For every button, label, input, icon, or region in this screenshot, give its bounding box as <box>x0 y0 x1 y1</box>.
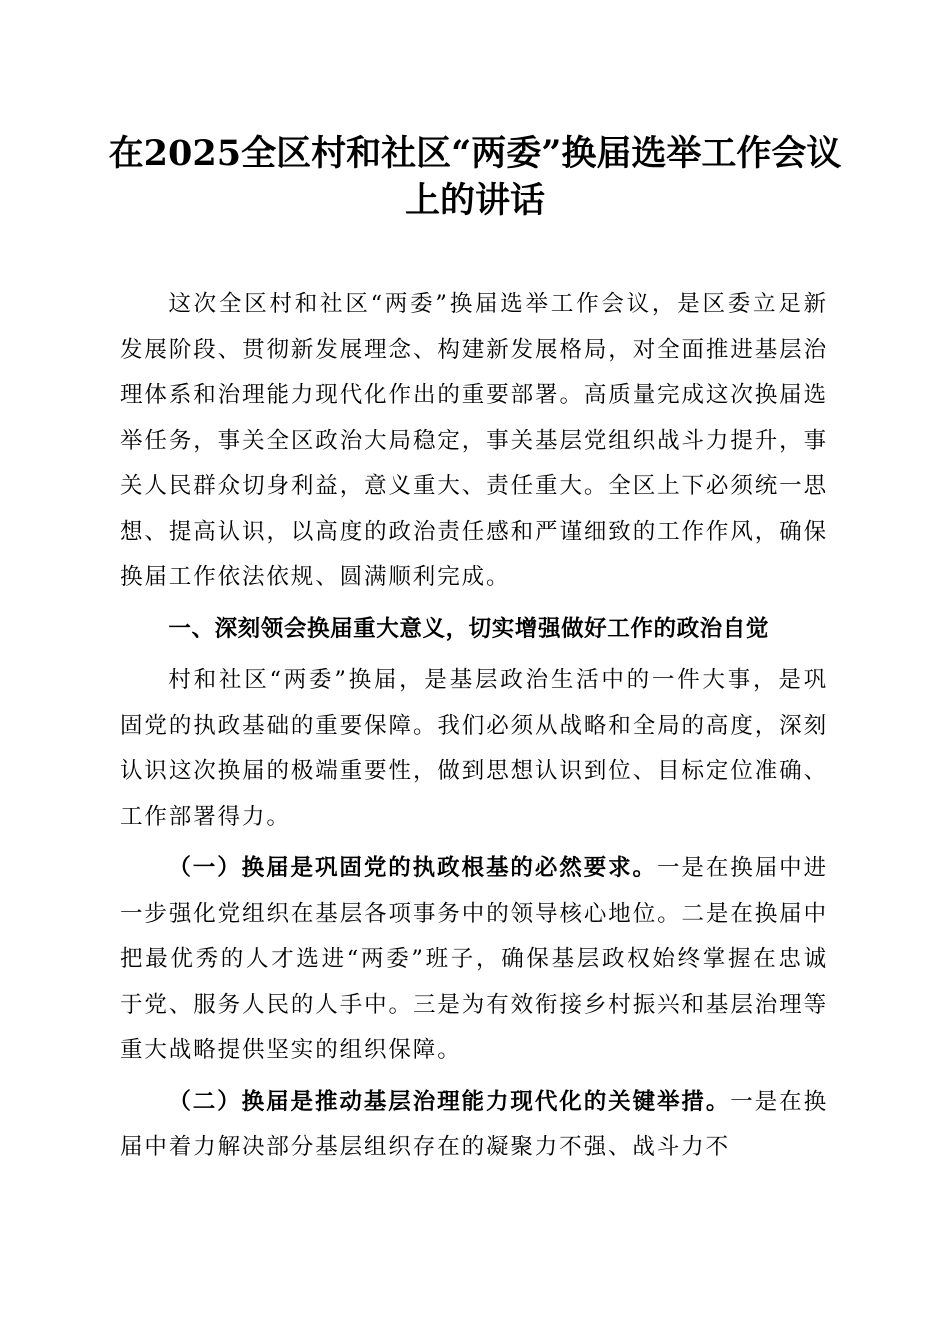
subsection-2-title: （二）换届是推动基层治理能力现代化的关键举措。 <box>168 1088 731 1115</box>
section-1-paragraph: 村和社区“两委”换届，是基层政治生活中的一件大事，是巩固党的执政基础的重要保障。我们必须从战略和全局的高度，深刻认识这次换届的极端重要性，做到思想认识到位、目标定位准确、工作部署得力。 <box>120 667 828 830</box>
subsection-2-paragraph <box>120 1080 828 1171</box>
subsection-1-paragraph <box>120 846 828 1074</box>
section-heading-1: 一、深刻领会换届重大意义，切实增强做好工作的政治自觉 <box>168 615 769 642</box>
document-title: 在2025全区村和社区“两委”换届选举工作会议上的讲话 <box>108 133 842 221</box>
document-body <box>120 282 828 1171</box>
subsection-2-text: 一是在换届中着力解决部分基层组织存在的凝聚力不强、战斗力不 <box>120 1088 828 1160</box>
subsection-1-title: （一）换届是巩固党的执政根基的必然要求。 <box>168 855 657 881</box>
subsection-1-text: 一是在换届中进一步强化党组织在基层各项事务中的领导核心地位。二是在换届中把最优秀的人才选进“两委”班子，确保基层政权始终掌握在忠诚于党、服务人民的人手中。三是为有效衔接乡村振兴和基层治理等重大战略提供坚实的组织保障。 <box>120 855 828 1063</box>
intro-paragraph: 这次全区村和社区“两委”换届选举工作会议，是区委立足新发展阶段、贯彻新发展理念、构建新发展格局，对全面推进基层治理体系和治理能力现代化作出的重要部署。高质量完成这次换届选举任务，事关全区政治大局稳定，事关基层党组织战斗力提升，事关人民群众切身利益，意义重大、责任重大。全区上下必须统一思想、提高认识，以高度的政治责任感和严谨细致的工作作风，确保换届工作依法依规、圆满顺利完成。 <box>120 291 828 590</box>
